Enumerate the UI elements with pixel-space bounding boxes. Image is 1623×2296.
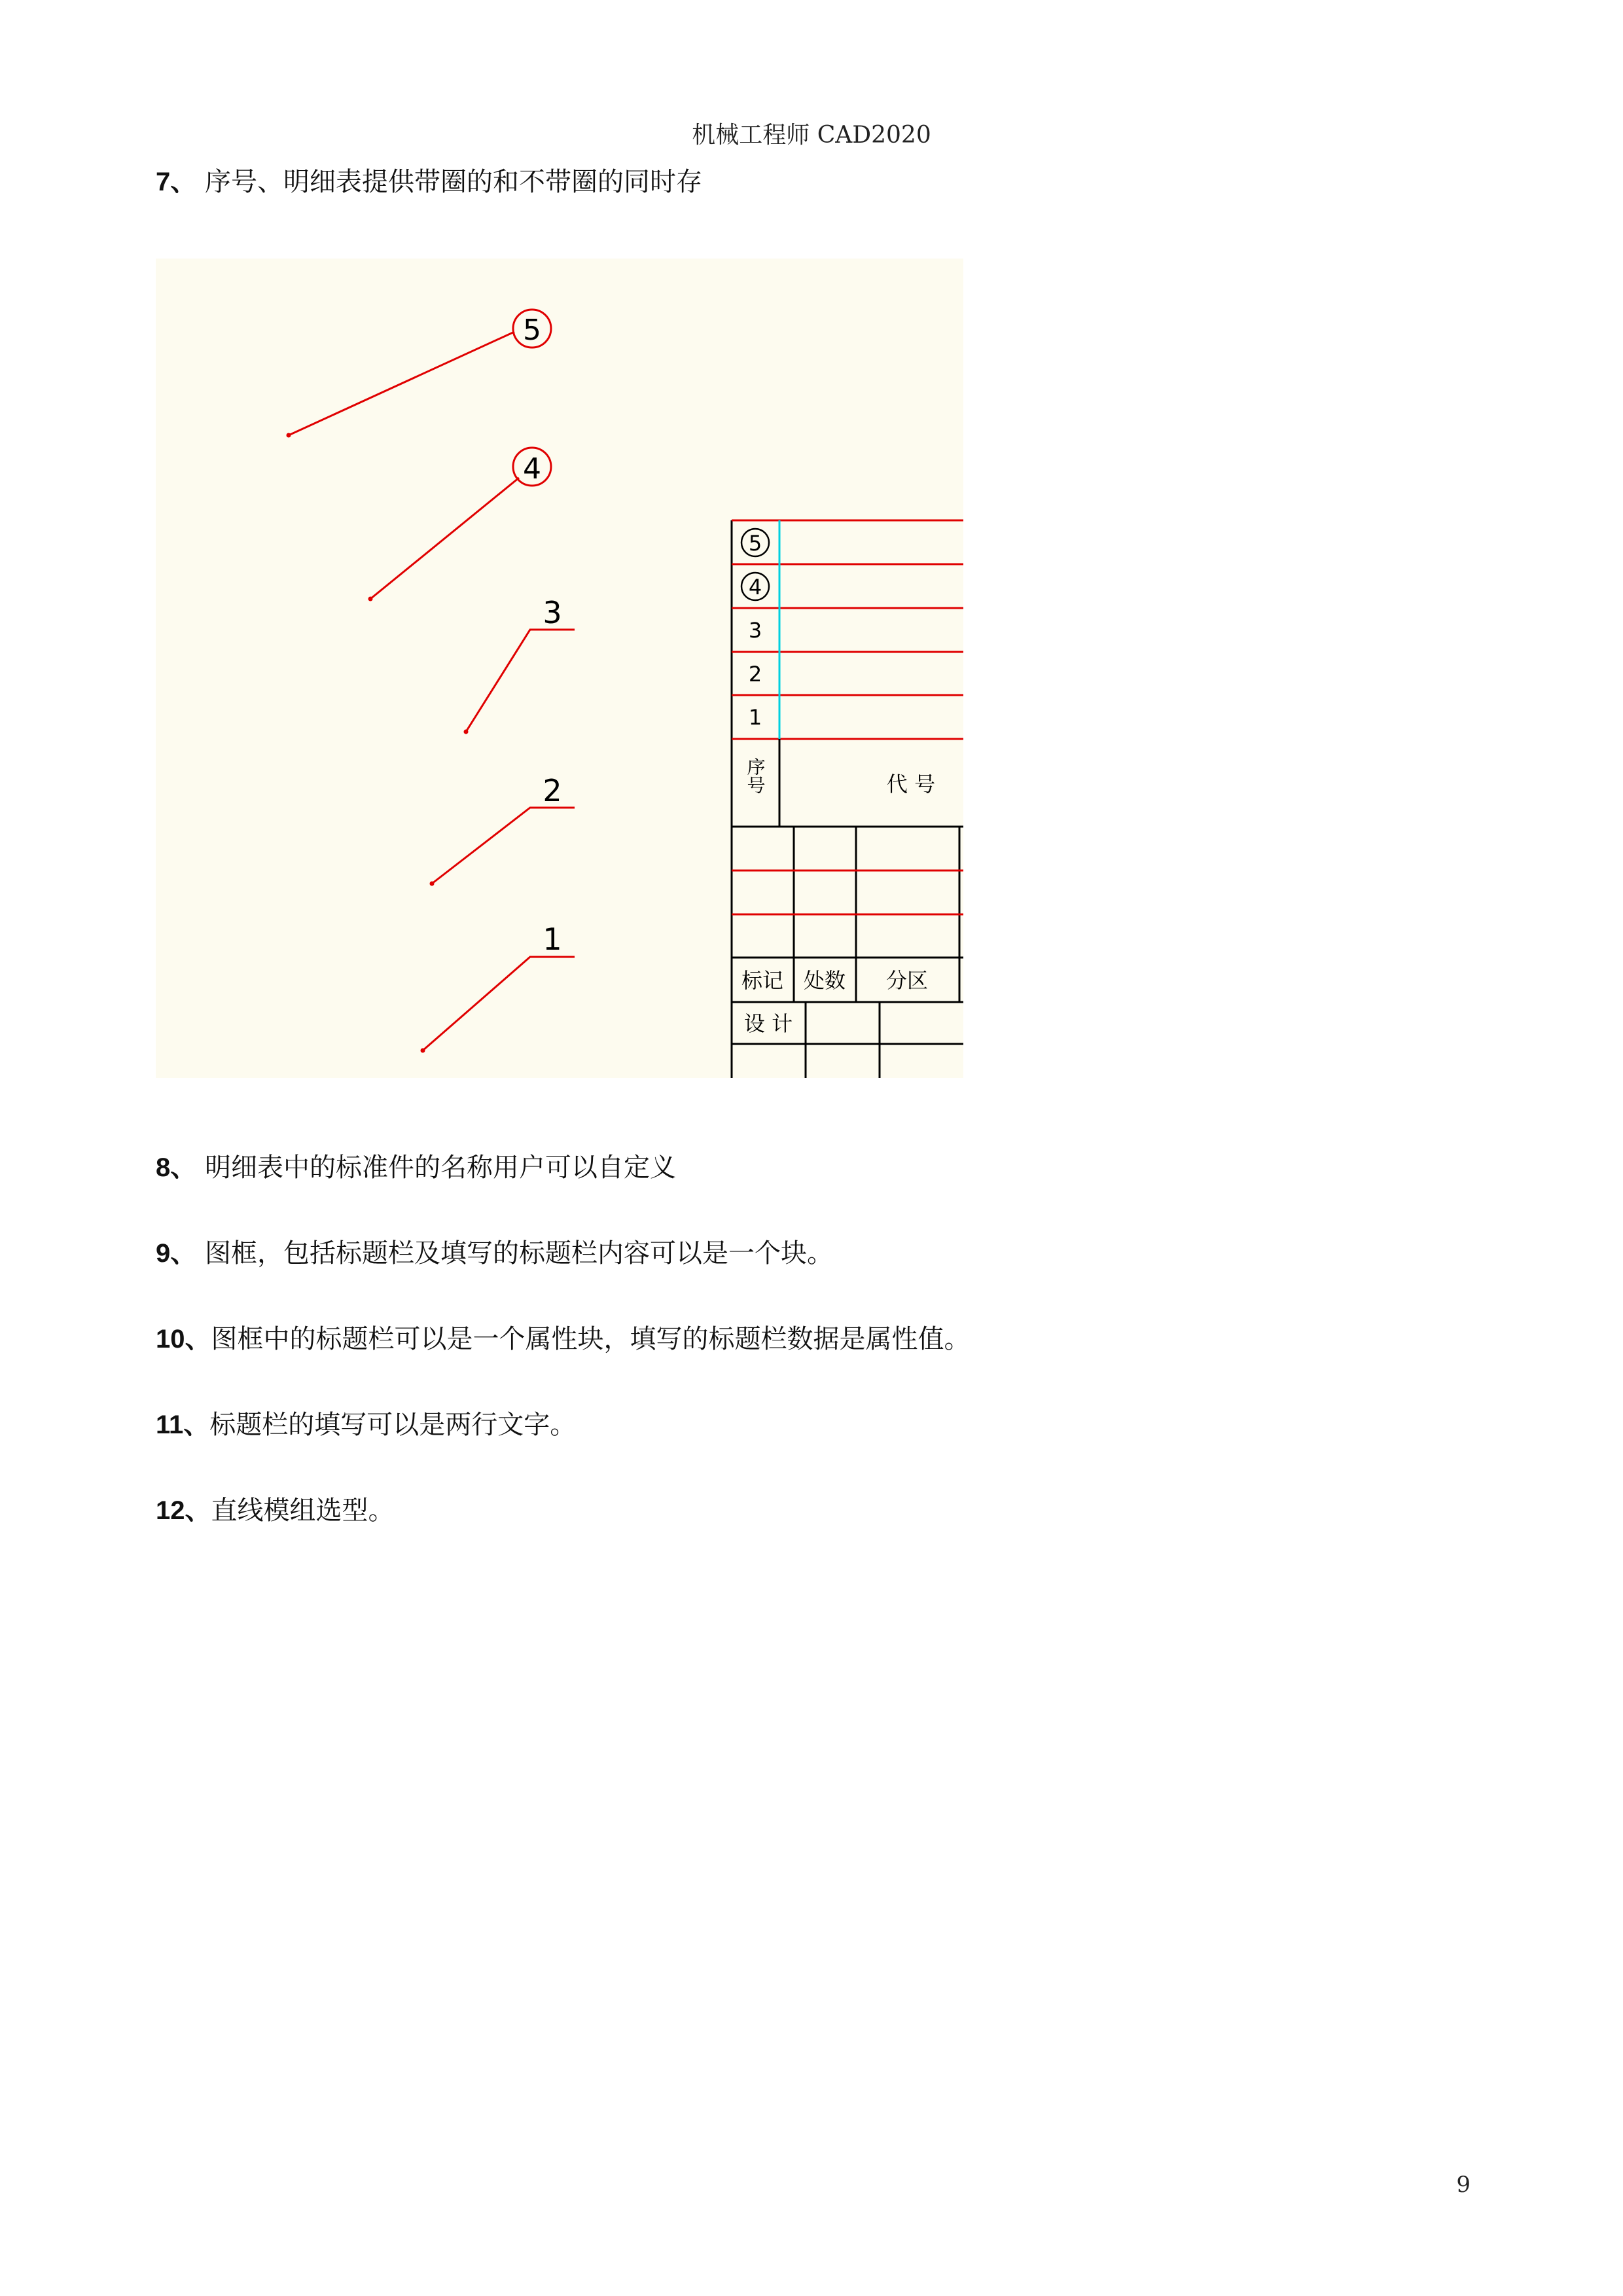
item-text: 序号、明细表提供带圈的和不带圈的同时存 [196, 167, 702, 197]
parts-row-4: 4 [748, 575, 762, 600]
item-text: 图框中的标题栏可以是一个属性块，填写的标题栏数据是属性值。 [211, 1324, 971, 1354]
parts-list [732, 520, 963, 1078]
item-text: 明细表中的标准件的名称用户可以自定义 [196, 1153, 676, 1183]
item-number: 11、 [156, 1410, 210, 1439]
item-number: 7、 [156, 168, 197, 196]
list-item-11 [156, 1404, 576, 1441]
leader-3 [464, 595, 575, 734]
parts-header-code: 代 号 [886, 772, 936, 797]
item-text: 标题栏的填写可以是两行文字。 [209, 1410, 577, 1440]
parts-row-2: 2 [748, 662, 762, 687]
list-item-10 [156, 1318, 971, 1355]
cad-figure [156, 259, 963, 1078]
leader-2-label: 2 [543, 773, 562, 808]
balloon-5-label: 5 [523, 314, 541, 347]
leader-1 [421, 922, 575, 1053]
parts-header-seq: 序号 [744, 757, 766, 794]
item-number: 10、 [156, 1325, 211, 1354]
title-block-design: 设 计 [743, 1011, 793, 1036]
title-block-count: 处数 [803, 968, 846, 993]
item-number: 8、 [156, 1153, 197, 1182]
leader-3-label: 3 [543, 595, 562, 630]
balloon-4 [368, 448, 552, 601]
page-header: 机械工程师 CAD2020 [692, 122, 931, 149]
leader-2 [430, 773, 575, 886]
item-number: 9、 [156, 1239, 197, 1268]
parts-row-5: 5 [748, 531, 762, 556]
balloon-5 [287, 310, 552, 438]
title-block [732, 827, 963, 1078]
item-text: 直线模组选型。 [211, 1496, 395, 1526]
item-number: 12、 [156, 1496, 211, 1525]
parts-row-3: 3 [748, 618, 762, 643]
balloon-4-label: 4 [523, 452, 541, 486]
list-item-9 [156, 1232, 833, 1270]
parts-row-1: 1 [748, 705, 762, 730]
leader-1-label: 1 [543, 922, 562, 957]
list-item-12 [156, 1490, 395, 1527]
page-number: 9 [1456, 2172, 1471, 2198]
list-item-7 [156, 161, 702, 198]
item-text: 图框，包括标题栏及填写的标题栏内容可以是一个块。 [196, 1238, 833, 1268]
title-block-mark: 标记 [741, 968, 784, 993]
list-item-8 [156, 1147, 676, 1184]
title-block-zone: 分区 [885, 968, 929, 993]
